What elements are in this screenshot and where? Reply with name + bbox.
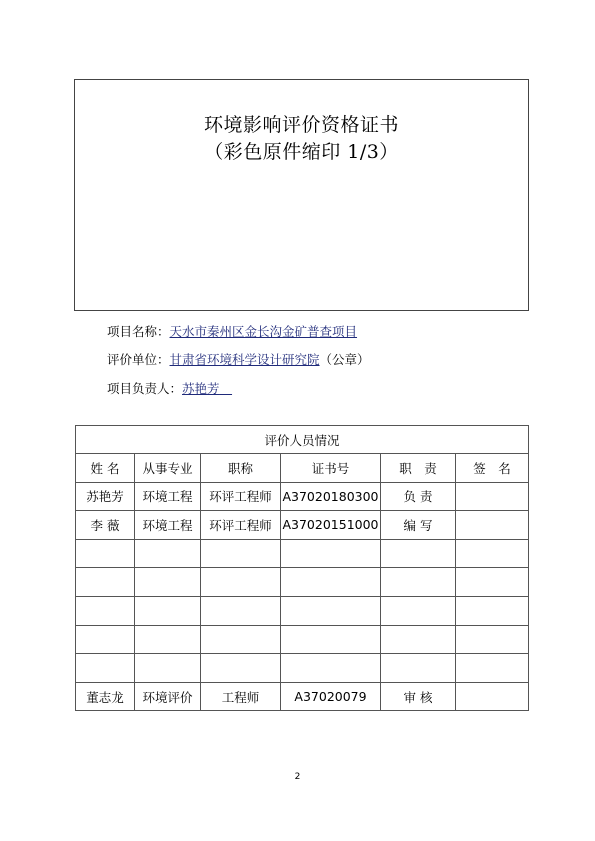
table-row <box>76 539 529 568</box>
page-number: 2 <box>294 772 301 782</box>
cell-title: 环评工程师 <box>201 482 281 511</box>
cell-name <box>76 625 135 654</box>
cell-certificate-no <box>281 654 381 683</box>
cell-certificate-no <box>281 625 381 654</box>
certificate-subtitle: （彩色原件缩印 1/3） <box>204 141 399 163</box>
project-leader-underline-pad <box>220 381 233 396</box>
project-leader-label: 项目负责人： <box>107 381 183 396</box>
cell-specialty <box>135 539 201 568</box>
header-title: 职称 <box>201 454 281 483</box>
header-certificate-no: 证书号 <box>281 454 381 483</box>
cell-title: 环评工程师 <box>201 511 281 540</box>
cell-certificate-no: A37020180300 <box>281 482 381 511</box>
evaluation-unit-label: 评价单位： <box>107 352 170 367</box>
cell-name <box>76 568 135 597</box>
cell-signature <box>456 568 529 597</box>
cell-signature <box>456 539 529 568</box>
cell-signature <box>456 596 529 625</box>
cell-specialty: 环境工程 <box>135 511 201 540</box>
table-row <box>76 682 529 711</box>
table-row <box>76 654 529 683</box>
cell-duty: 审 核 <box>381 682 456 711</box>
project-name-line <box>107 322 357 340</box>
evaluation-unit-line <box>107 350 370 368</box>
table-row <box>76 482 529 511</box>
cell-signature <box>456 682 529 711</box>
cell-title <box>201 596 281 625</box>
cell-certificate-no: A37020079 <box>281 682 381 711</box>
project-name-label: 项目名称： <box>107 324 170 339</box>
cell-name: 李 薇 <box>76 511 135 540</box>
cell-certificate-no <box>281 596 381 625</box>
cell-duty <box>381 625 456 654</box>
cell-title: 工程师 <box>201 682 281 711</box>
cell-title <box>201 568 281 597</box>
staff-table-caption: 评价人员情况 <box>76 426 529 454</box>
table-row <box>76 625 529 654</box>
table-row <box>76 596 529 625</box>
project-leader-value: 苏艳芳 <box>182 381 220 396</box>
cell-specialty <box>135 654 201 683</box>
project-leader-line <box>107 379 232 397</box>
staff-table-header-row <box>76 454 529 483</box>
evaluation-unit-value: 甘肃省环境科学设计研究院 <box>169 352 320 367</box>
project-name-value: 天水市秦州区金长沟金矿普查项目 <box>169 324 358 339</box>
cell-certificate-no: A37020151000 <box>281 511 381 540</box>
header-name: 姓 名 <box>76 454 135 483</box>
table-row <box>76 568 529 597</box>
cell-duty <box>381 539 456 568</box>
cell-signature <box>456 654 529 683</box>
cell-certificate-no <box>281 568 381 597</box>
header-specialty: 从事专业 <box>135 454 201 483</box>
table-row <box>76 511 529 540</box>
cell-signature <box>456 625 529 654</box>
cell-specialty <box>135 596 201 625</box>
cell-duty: 负 责 <box>381 482 456 511</box>
cell-title <box>201 625 281 654</box>
cell-signature <box>456 511 529 540</box>
official-seal-note: （公章） <box>319 352 370 367</box>
cell-duty <box>381 654 456 683</box>
cell-duty <box>381 568 456 597</box>
certificate-box <box>74 79 529 311</box>
cell-specialty: 环境工程 <box>135 482 201 511</box>
cell-name <box>76 596 135 625</box>
cell-certificate-no <box>281 539 381 568</box>
certificate-title: 环境影响评价资格证书 <box>203 114 399 136</box>
cell-title <box>201 654 281 683</box>
cell-name <box>76 654 135 683</box>
staff-table <box>75 425 529 711</box>
cell-name: 董志龙 <box>76 682 135 711</box>
cell-duty: 编 写 <box>381 511 456 540</box>
cell-specialty: 环境评价 <box>135 682 201 711</box>
cell-signature <box>456 482 529 511</box>
cell-name: 苏艳芳 <box>76 482 135 511</box>
cell-title <box>201 539 281 568</box>
cell-specialty <box>135 568 201 597</box>
cell-duty <box>381 596 456 625</box>
header-duty: 职 责 <box>381 454 456 483</box>
cell-name <box>76 539 135 568</box>
cell-specialty <box>135 625 201 654</box>
header-signature: 签 名 <box>456 454 529 483</box>
